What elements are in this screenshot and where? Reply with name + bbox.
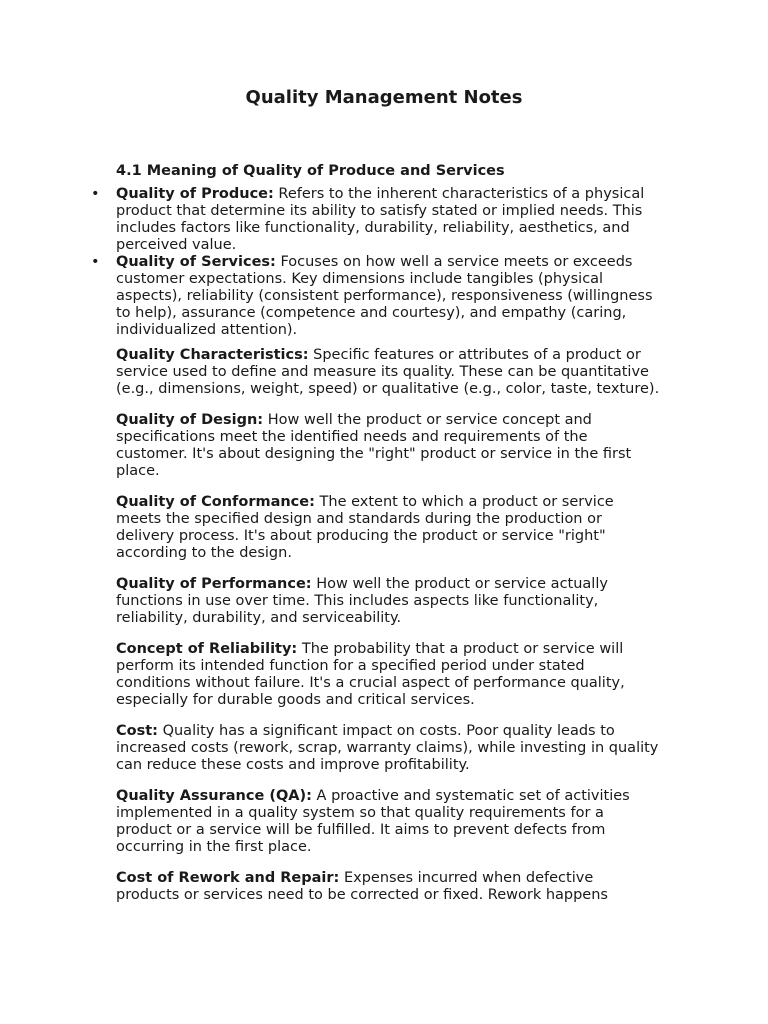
paragraph xyxy=(116,576,661,627)
paragraph-text: The extent to which a product or service meets the specified design and standards during the production or delivery process. It's about producing the product or service "right" according to the design. xyxy=(116,494,614,561)
section-heading: 4.1 Meaning of Quality of Produce and Services xyxy=(116,163,505,179)
list-item-text: Refers to the inherent characteristics of a physical product that determine its ability to satisfy stated or implied needs. This includes factors like functionality, durability, reliability, aesthetics, and perceived value. xyxy=(116,186,645,253)
paragraph-text: Specific features or attributes of a product or service used to define and measure its quality. These can be quantitative (e.g., dimensions, weight, speed) or qualitative (e.g., color, taste, texture). xyxy=(116,347,660,397)
paragraph xyxy=(116,347,661,398)
paragraph-text: Expenses incurred when defective products or services need to be corrected or fixed. Rework happens xyxy=(116,870,608,903)
list-item xyxy=(91,254,661,339)
paragraph-term: Quality of Design: xyxy=(116,412,264,428)
paragraph-term: Cost: xyxy=(116,723,158,739)
document-body xyxy=(91,163,661,904)
paragraph-text: A proactive and systematic set of activities implemented in a quality system so that quality requirements for a product or a service will be fulfilled. It aims to prevent defects from occurring in the first place. xyxy=(116,788,630,855)
paragraph-text: How well the product or service actually functions in use over time. This includes aspects like functionality, reliability, durability, and serviceability. xyxy=(116,576,608,626)
paragraph-term: Quality Characteristics: xyxy=(116,347,309,363)
list-item-term: Quality of Services: xyxy=(116,254,276,270)
paragraph-text: Quality has a significant impact on costs. Poor quality leads to increased costs (rework, scrap, warranty claims), while investing in quality can reduce these costs and improve profitability. xyxy=(116,723,659,773)
paragraph xyxy=(116,412,661,480)
paragraph-term: Concept of Reliability: xyxy=(116,641,298,657)
paragraph-term: Cost of Rework and Repair: xyxy=(116,870,340,886)
paragraph xyxy=(116,494,661,562)
page-title: Quality Management Notes xyxy=(245,87,523,108)
list-item xyxy=(91,186,661,254)
paragraph-term: Quality of Conformance: xyxy=(116,494,315,510)
list-item-text: Focuses on how well a service meets or exceeds customer expectations. Key dimensions include tangibles (physical aspects), reliability (consistent performance), responsiveness (willingness to help), assurance (competence and courtesy), and empathy (caring, individualized attention). xyxy=(116,254,653,338)
paragraph-term: Quality Assurance (QA): xyxy=(116,788,312,804)
bullet-icon: • xyxy=(91,254,100,270)
paragraph xyxy=(116,788,661,856)
bullet-icon: • xyxy=(91,186,100,202)
paragraph-term: Quality of Performance: xyxy=(116,576,312,592)
paragraph xyxy=(116,723,661,774)
paragraph xyxy=(116,870,661,904)
paragraph xyxy=(116,641,661,709)
paragraph-text: The probability that a product or service will perform its intended function for a specified period under stated conditions without failure. It's a crucial aspect of performance quality, especially for durable goods and critical services. xyxy=(116,641,625,708)
list-item-term: Quality of Produce: xyxy=(116,186,274,202)
paragraph-text: How well the product or service concept and specifications meet the identified needs and requirements of the customer. It's about designing the "right" product or service in the first place. xyxy=(116,412,632,479)
bullet-list xyxy=(91,186,661,339)
